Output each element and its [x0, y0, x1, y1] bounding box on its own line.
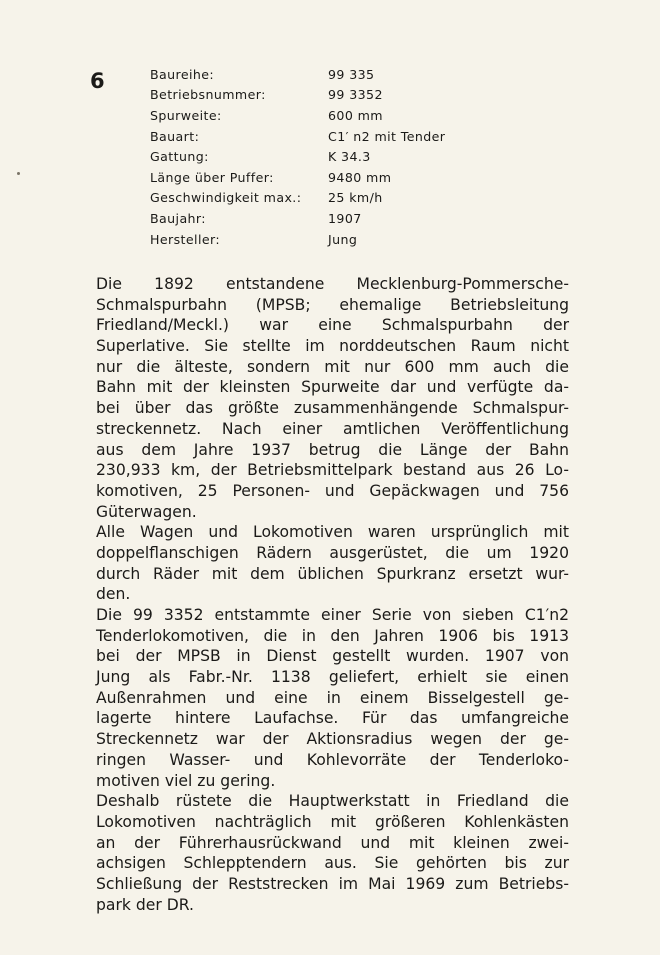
spec-label: Gattung: [150, 149, 209, 165]
text-line: an der Führerhausrückwand und mit kleinen zwei- [96, 833, 569, 852]
text-line: Superlative. Sie stellte im norddeutschen Raum nicht [96, 337, 569, 356]
text-line: nur die älteste, sondern mit nur 600 mm auch die [96, 357, 569, 376]
paper-speck [17, 172, 20, 175]
spec-row [150, 105, 490, 126]
spec-label: Baujahr: [150, 210, 206, 226]
spec-row [150, 188, 490, 209]
text-line: streckennetz. Nach einer amtlichen Veröffentlichung [96, 419, 569, 438]
spec-row [150, 167, 490, 188]
spec-value: Jung [328, 231, 358, 247]
text-line: Güterwagen. [96, 502, 197, 521]
text-line: ringen Wasser- und Kohlevorräte der Tenderloko- [96, 750, 569, 769]
spec-label: Geschwindigkeit max.: [150, 190, 302, 206]
spec-label: Länge über Puffer: [150, 169, 274, 185]
text-line: park der DR. [96, 895, 194, 914]
text-line: doppelflanschigen Rädern ausgerüstet, die um 1920 [96, 543, 569, 562]
text-line: Streckennetz war der Aktionsradius wegen der ge- [96, 730, 569, 749]
spec-label: Hersteller: [150, 231, 220, 247]
text-line: komotiven, 25 Personen- und Gepäckwagen und 756 [96, 481, 569, 500]
spec-label: Baureihe: [150, 66, 215, 82]
text-line: Lokomotiven nachträglich mit größeren Kohlenkästen [96, 812, 569, 831]
spec-row [150, 126, 490, 147]
spec-row [150, 229, 490, 250]
text-line: Schließung der Reststrecken im Mai 1969 zum Betriebs- [96, 874, 569, 893]
spec-table [150, 64, 490, 249]
text-line: den. [96, 585, 131, 604]
text-line: Außenrahmen und eine in einem Bisselgestell ge- [96, 688, 569, 707]
text-line: Schmalspurbahn (MPSB; ehemalige Betriebsleitung [96, 295, 569, 314]
text-line: 230,933 km, der Betriebsmittelpark bestand aus 26 Lo- [96, 461, 569, 480]
spec-value: 1907 [328, 210, 362, 226]
text-line: lagerte hintere Laufachse. Für das umfangreiche [96, 709, 569, 728]
text-line: Friedland/Meckl.) war eine Schmalspurbahn der [96, 316, 569, 335]
text-line: Deshalb rüstete die Hauptwerkstatt in Friedland die [96, 792, 569, 811]
spec-row [150, 208, 490, 229]
text-line: Tenderlokomotiven, die in den Jahren 1906 bis 1913 [96, 626, 569, 645]
body-text [96, 274, 569, 915]
spec-value: K 34.3 [328, 149, 371, 165]
spec-label: Betriebsnummer: [150, 87, 266, 103]
text-line: aus dem Jahre 1937 betrug die Länge der Bahn [96, 440, 569, 459]
spec-label: Spurweite: [150, 107, 222, 123]
text-line: achsigen Schlepptendern aus. Sie gehörten bis zur [96, 854, 569, 873]
text-line: motiven viel zu gering. [96, 771, 276, 790]
text-line: Alle Wagen und Lokomotiven waren ursprünglich mit [96, 523, 569, 542]
page-number: 6 [90, 69, 105, 93]
spec-row [150, 85, 490, 106]
text-line: durch Räder mit dem üblichen Spurkranz ersetzt wur- [96, 564, 569, 583]
text-line: Jung als Fabr.-Nr. 1138 geliefert, erhielt sie einen [96, 668, 569, 687]
text-line: Die 1892 entstandene Mecklenburg-Pommersche- [96, 275, 569, 293]
text-line: Bahn mit der kleinsten Spurweite dar und verfügte da- [96, 378, 569, 397]
spec-value: 99 3352 [328, 87, 383, 103]
spec-value: C1′ n2 mit Tender [328, 128, 446, 144]
text-line: Die 99 3352 entstammte einer Serie von sieben C1′n2 [96, 606, 569, 624]
text-line: bei über das größte zusammenhängende Schmalspur- [96, 399, 569, 418]
spec-value: 600 mm [328, 107, 383, 123]
spec-row [150, 64, 490, 85]
spec-value: 99 335 [328, 66, 375, 82]
text-line: bei der MPSB in Dienst gestellt wurden. 1907 von [96, 647, 569, 666]
spec-row [150, 146, 490, 167]
spec-value: 9480 mm [328, 169, 392, 185]
spec-label: Bauart: [150, 128, 200, 144]
spec-value: 25 km/h [328, 190, 383, 206]
